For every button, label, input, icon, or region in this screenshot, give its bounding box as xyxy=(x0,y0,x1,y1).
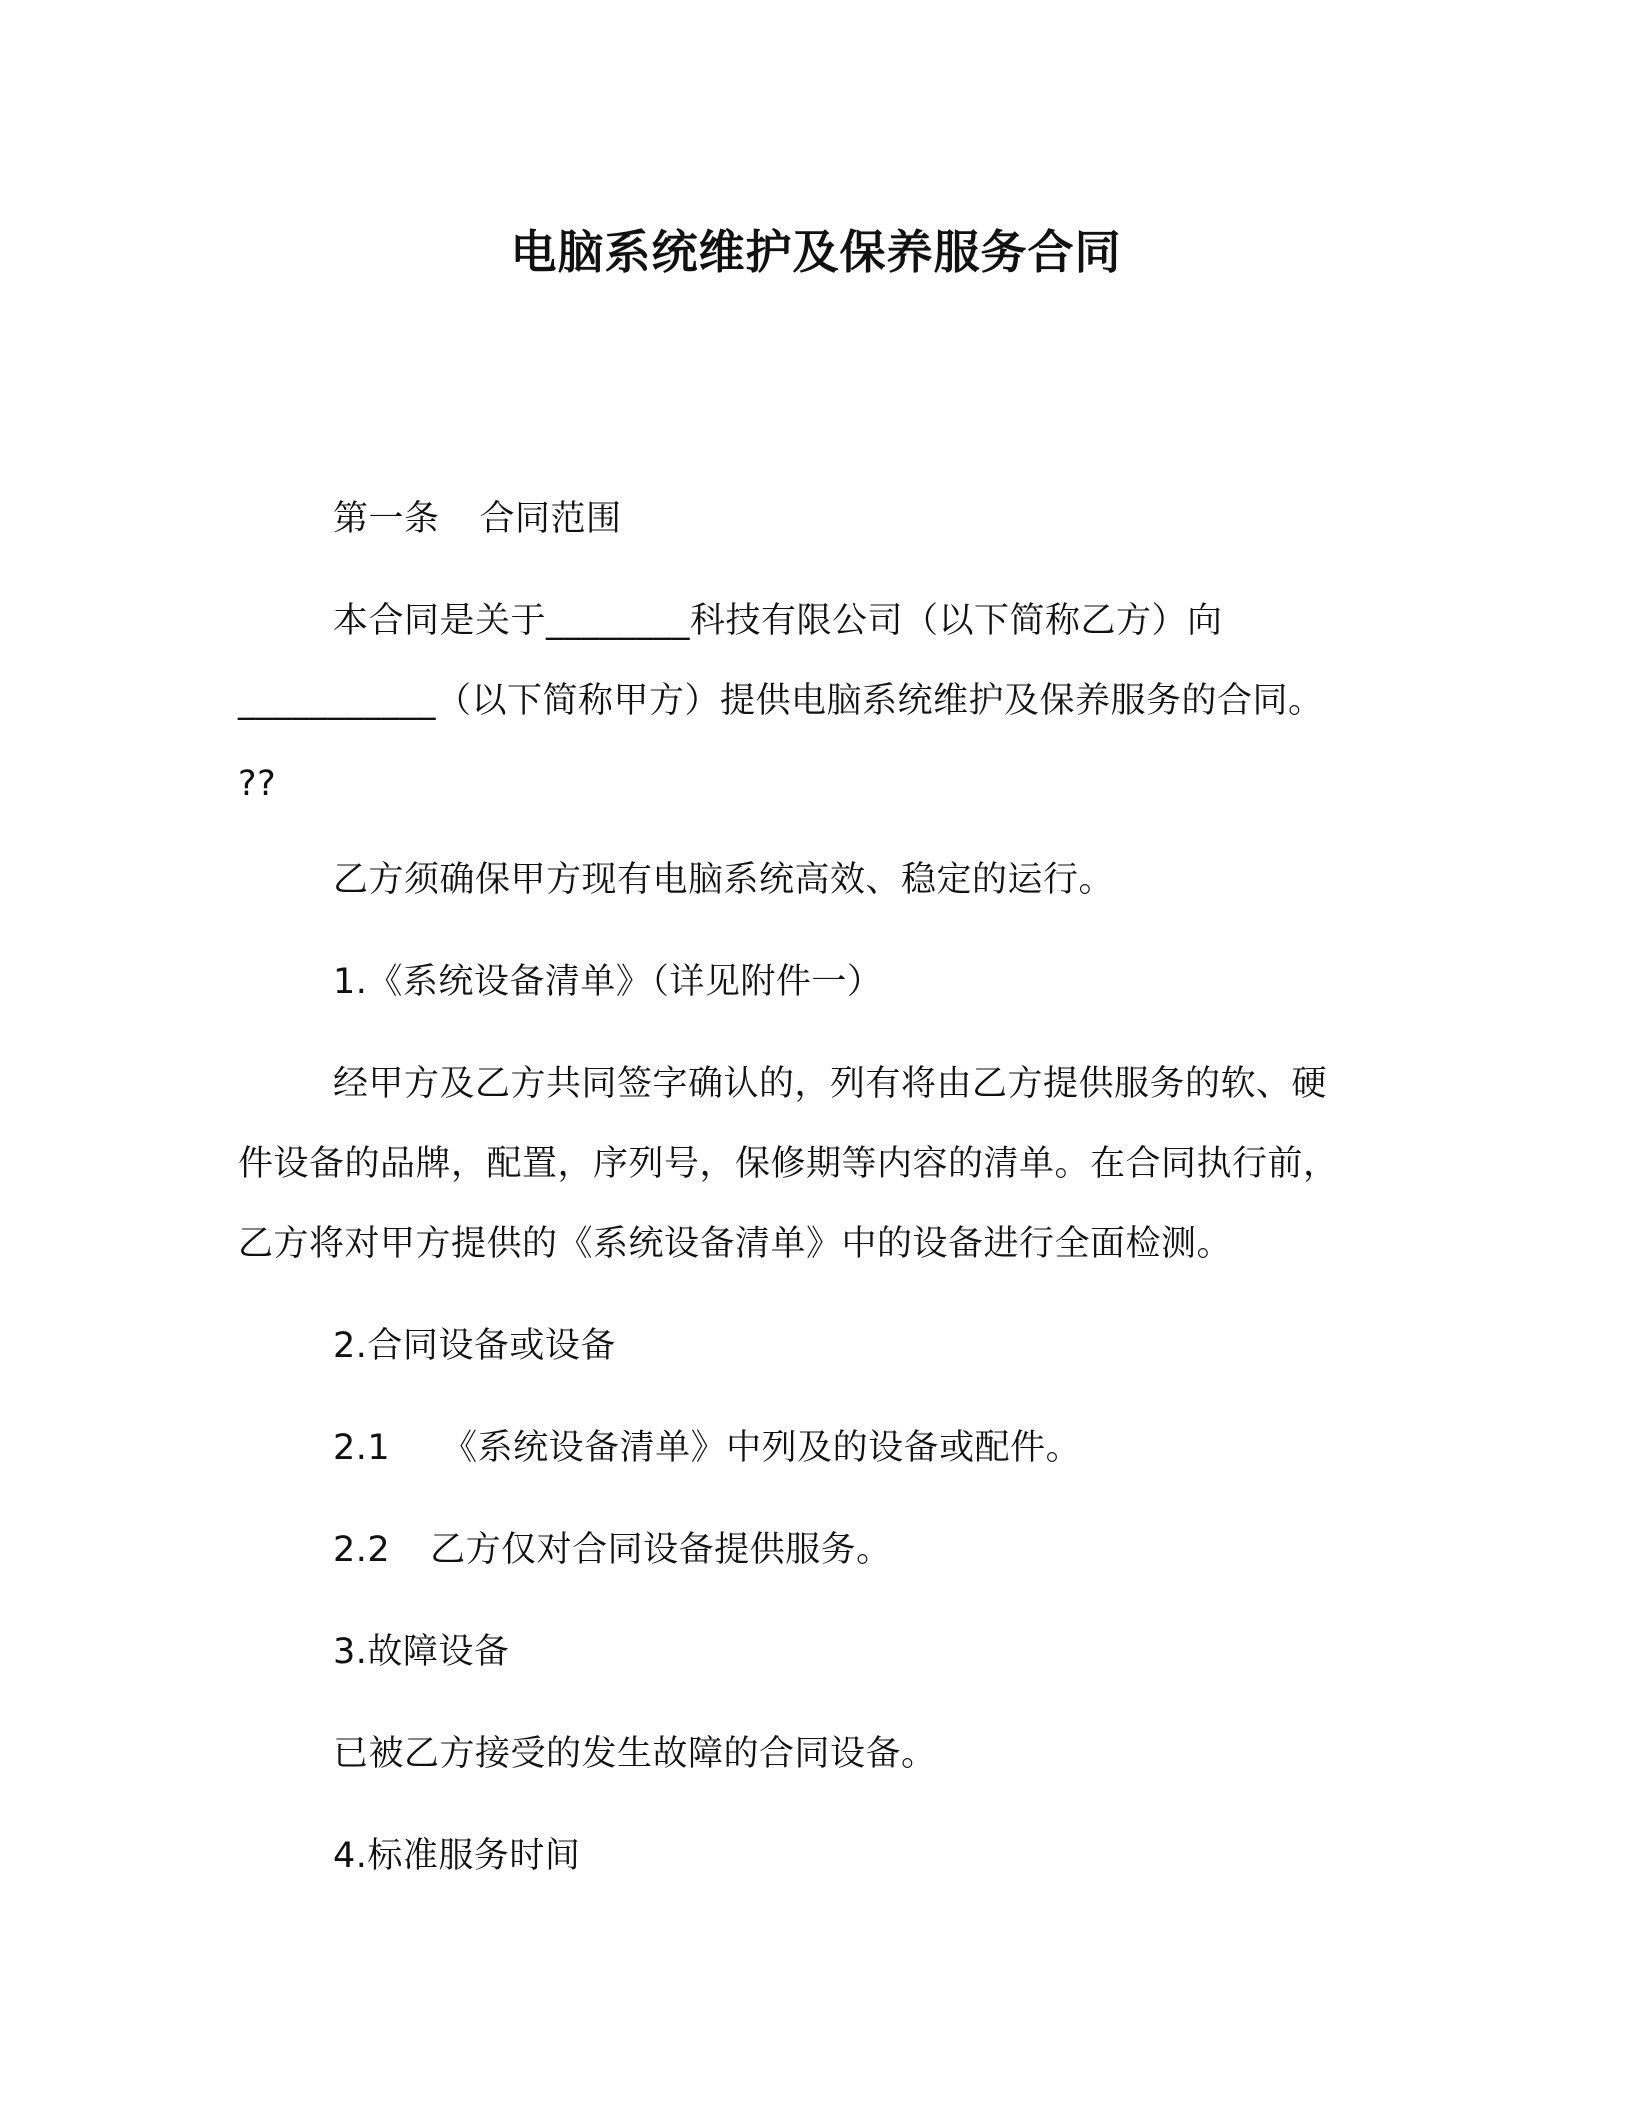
item-4-heading: 4.标准服务时间 xyxy=(333,1836,581,1876)
document-title: 电脑系统维护及保养服务合同 xyxy=(510,225,1122,279)
item-2-2-number: 2.2 xyxy=(333,1530,391,1570)
item-1-desc-line-1: 经甲方及乙方共同签字确认的，列有将由乙方提供服务的软、硬 xyxy=(333,1064,1328,1104)
item-2-heading: 2.合同设备或设备 xyxy=(333,1326,616,1366)
intro-line-2: ___________（以下简称甲方）提供电脑系统维护及保养服务的合同。 xyxy=(238,681,1324,721)
item-3-heading: 3.故障设备 xyxy=(333,1632,510,1672)
intro-line-3: ?? xyxy=(238,764,277,804)
item-2-2 xyxy=(333,1526,892,1574)
intro-line-1: 本合同是关于________科技有限公司（以下简称乙方）向 xyxy=(333,601,1223,641)
item-1-desc-line-2: 件设备的品牌，配置，序列号，保修期等内容的清单。在合同执行前， xyxy=(238,1144,1339,1184)
ensure-paragraph: 乙方须确保甲方现有电脑系统高效、稳定的运行。 xyxy=(333,860,1115,900)
item-2-1-number: 2.1 xyxy=(333,1428,391,1468)
item-3-desc: 已被乙方接受的发生故障的合同设备。 xyxy=(333,1734,937,1774)
article-number: 第一条 xyxy=(333,499,440,539)
item-2-2-text: 乙方仅对合同设备提供服务。 xyxy=(430,1530,892,1570)
item-1-desc-line-3: 乙方将对甲方提供的《系统设备清单》中的设备进行全面检测。 xyxy=(238,1224,1233,1264)
article-1-heading xyxy=(333,495,622,543)
item-1-heading: 1.《系统设备清单》（详见附件一） xyxy=(333,962,883,1002)
item-2-1 xyxy=(333,1424,1081,1472)
item-2-1-text: 《系统设备清单》中列及的设备或配件。 xyxy=(442,1428,1082,1468)
article-heading: 合同范围 xyxy=(479,499,622,539)
